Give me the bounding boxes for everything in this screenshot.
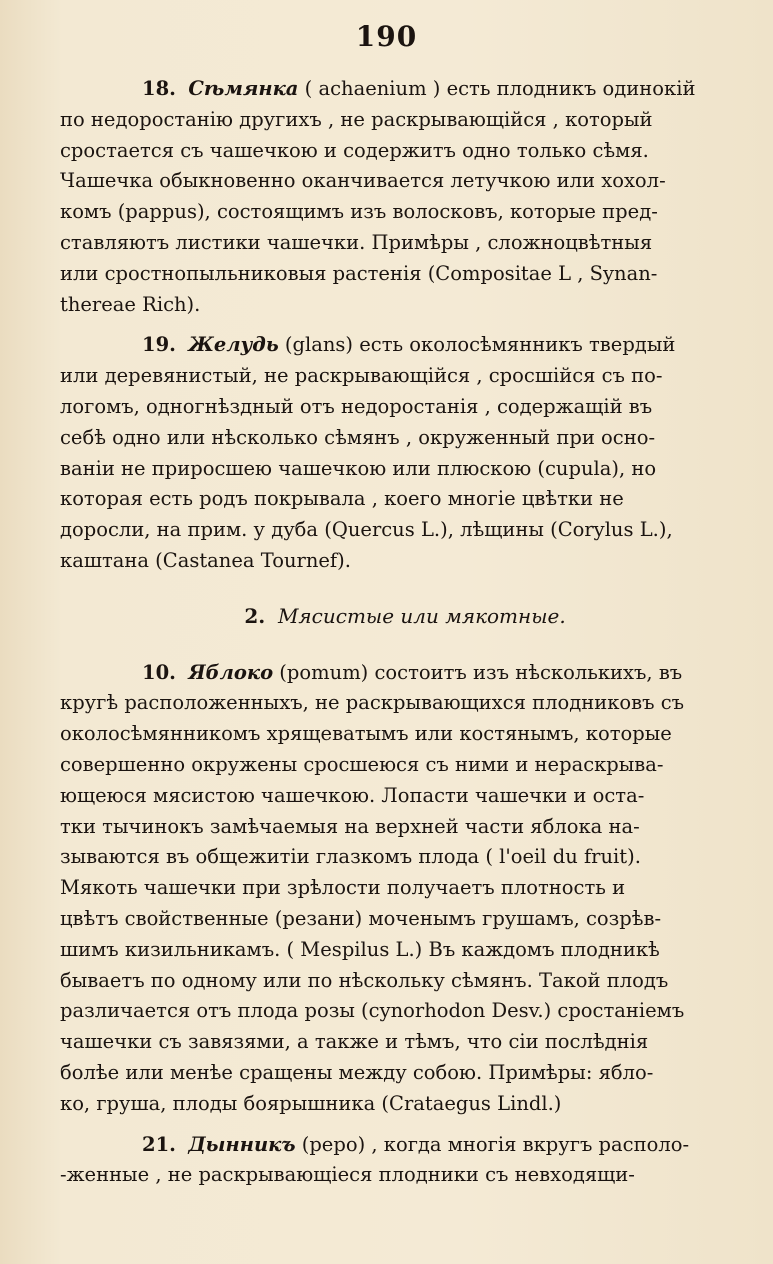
term: Яблоко <box>188 660 274 684</box>
paragraph-18 <box>60 74 750 320</box>
text-line: Чашечка обыкновенно оканчивается летучкою или хохол- <box>60 169 666 193</box>
text-line: чашечки съ завязями, а также и тѣмъ, что сіи послѣднія <box>60 1030 649 1054</box>
page-number: 190 <box>355 20 418 53</box>
text-line-content: (pomum) состоитъ изъ нѣсколькихъ, въ <box>273 660 683 684</box>
text-line: которая есть родъ покрывала , коего многіе цвѣтки не <box>60 487 624 511</box>
item-number: 18. <box>142 77 176 100</box>
term: Дынникъ <box>188 1132 296 1156</box>
text-line: каштана (Castanea Tournef). <box>60 548 351 572</box>
text-line <box>60 658 750 689</box>
paragraph-21 <box>60 1130 750 1192</box>
text-line: ваніи не приросшею чашечкою или плюскою (cupula), но <box>60 456 657 480</box>
text-line: различается отъ плода розы (cynorhodon Desv.) сростаніемъ <box>60 999 685 1023</box>
paragraph-19 <box>60 330 750 576</box>
text-line: шимъ кизильникамъ. ( Mespilus L.) Въ каждомъ плодникѣ <box>60 937 660 961</box>
paragraph-10 <box>60 658 750 1120</box>
text-line: ко, груша, плоды боярышника (Crataegus Lindl.) <box>60 1091 562 1115</box>
text-line <box>60 330 750 361</box>
text-line: зываются въ общежитіи глазкомъ плода ( l'oeil du fruit). <box>60 845 641 869</box>
section-heading <box>60 601 750 632</box>
text-line: Мякоть чашечки при зрѣлости получаетъ плотность и <box>60 876 626 900</box>
text-line-content: (pepo) , когда многія вкругъ располо- <box>295 1132 690 1156</box>
text-line: сростается съ чашечкою и содержитъ одно только сѣмя. <box>60 138 649 162</box>
text-line: околосѣмянникомъ хрящеватымъ или костянымъ, которые <box>60 722 672 746</box>
text-line: или сростнопыльниковыя растенія (Compositae L , Synan- <box>60 261 658 285</box>
text-line: доросли, на прим. у дуба (Quercus L.), лѣщины (Corylus L.), <box>60 518 673 542</box>
item-number: 21. <box>142 1132 176 1156</box>
heading-number: 2. <box>244 603 266 628</box>
term: Сѣмянка <box>188 77 299 100</box>
text-line: себѣ одно или нѣсколько сѣмянъ , окруженный при осно- <box>60 425 656 449</box>
text-line <box>60 74 750 105</box>
text-line: thereae Rich). <box>60 292 201 316</box>
text-line: ющеюся мясистою чашечкою. Лопасти чашечки и оста- <box>60 783 645 807</box>
item-number: 19. <box>142 333 176 357</box>
term: Желудь <box>188 333 279 357</box>
text-line: цвѣтъ свойственные (резани) моченымъ грушамъ, созрѣв- <box>60 906 662 930</box>
text-line: тки тычинокъ замѣчаемыя на верхней части яблока на- <box>60 814 640 838</box>
text-line: болѣе или менѣе сращены между собою. Примѣры: ябло- <box>60 1060 654 1084</box>
text-line-content: ( achaenium ) есть плодникъ одинокій <box>298 77 696 100</box>
text-line: совершенно окружены сросшеюся съ ними и нераскрыва- <box>60 752 664 776</box>
heading-title: Мясистые или мякотные. <box>277 603 566 628</box>
page-body <box>60 74 750 1191</box>
item-number: 10. <box>142 660 176 684</box>
text-line: логомъ, одногнѣздный отъ недоростанія , содержащій въ <box>60 394 653 418</box>
text-line <box>60 1130 750 1161</box>
text-line: или деревянистый, не раскрывающійся , сросшійся съ по- <box>60 364 663 388</box>
text-line: бываетъ по одному или по нѣскольку сѣмянъ. Такой плодъ <box>60 968 669 992</box>
text-line: кругѣ расположенныхъ, не раскрывающихся плодниковъ съ <box>60 691 685 715</box>
text-line: комъ (pappus), состоящимъ изъ волосковъ, которые пред- <box>60 200 658 224</box>
text-line-content: (glans) есть околосѣмянникъ твердый <box>278 333 676 357</box>
text-line: по недоростанію другихъ , не раскрывающійся , который <box>60 107 653 131</box>
text-line: ставляютъ листики чашечки. Примѣры , сложноцвѣтныя <box>60 230 653 254</box>
text-line: -женные , не раскрывающіеся плодники съ невходящи- <box>60 1163 635 1187</box>
